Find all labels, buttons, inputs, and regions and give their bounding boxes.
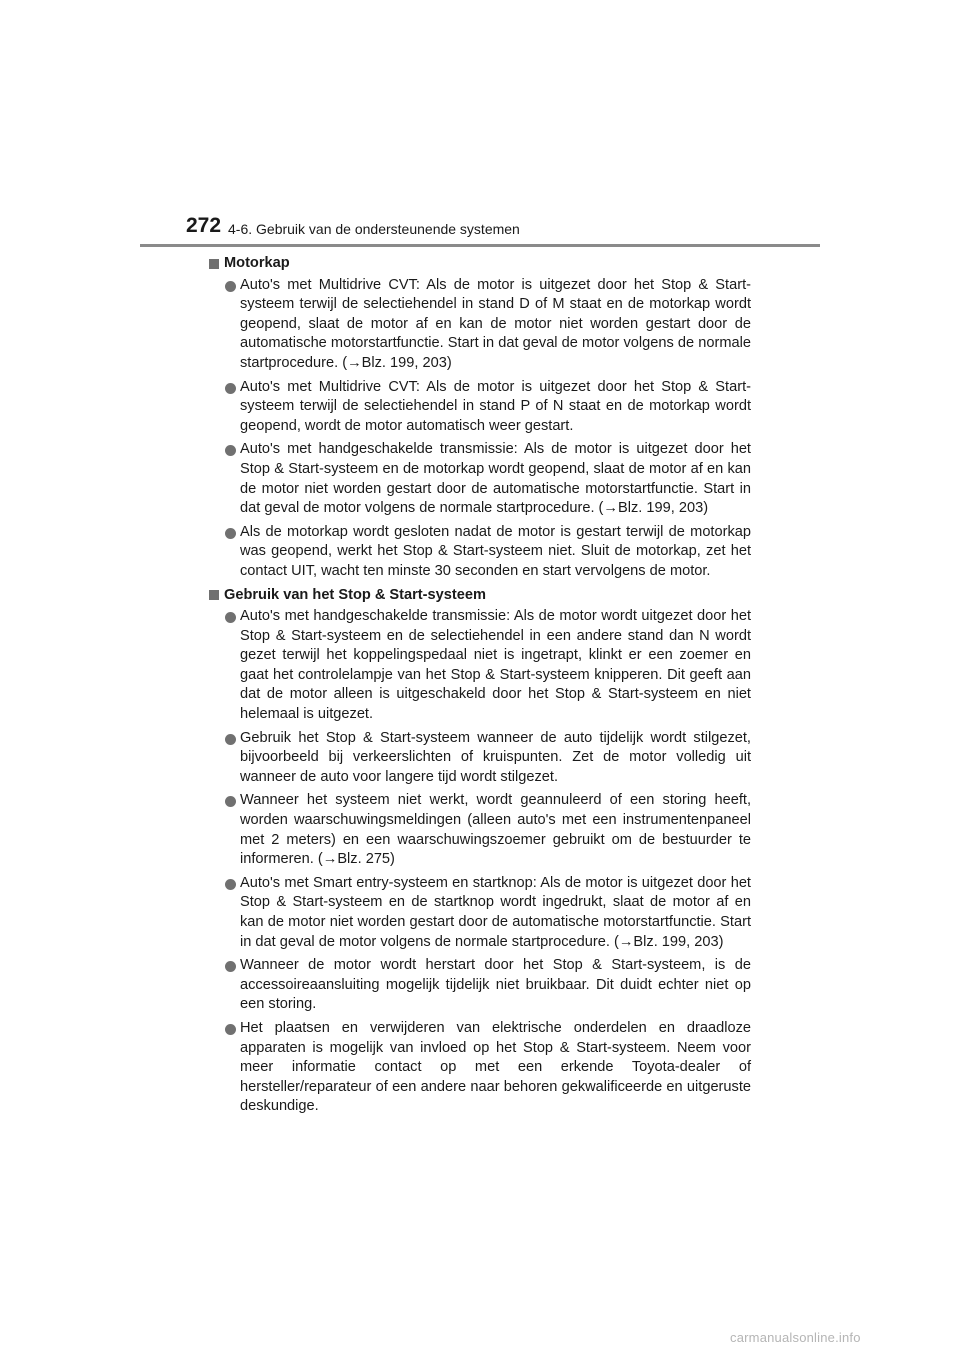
section-title: 4-6. Gebruik van de ondersteunende systemen xyxy=(228,221,520,237)
square-bullet-icon xyxy=(209,590,219,600)
page-header xyxy=(186,214,820,246)
circle-bullet-icon xyxy=(225,445,236,456)
list-item-text: Het plaatsen en verwijderen van elektrische onderdelen en draadloze apparaten is mogelijk van invloed op het Stop & Start-systeem. Neem voor meer informatie contact op met een erkende Toyota-dealer of hersteller/reparateur of een andere naar behoren gekwalificeerde en uitgeruste deskundige. xyxy=(240,1019,751,1115)
list-item-text: Als de motorkap wordt gesloten nadat de motor is gestart terwijl de motorkap was geopend, werkt het Stop & Start-systeem niet. Sluit de motorkap, zet het contact UIT, wacht ten minste 30 seconden en start vervolgens de motor. xyxy=(240,523,751,579)
circle-bullet-icon xyxy=(225,879,236,890)
section-heading-text: Motorkap xyxy=(224,255,290,271)
section-heading xyxy=(209,254,751,274)
list-item-text: Wanneer het systeem niet werkt, wordt geannuleerd of een storing heeft, worden waarschuwingsmeldingen (alleen auto's met een instrumentenpaneel met 2 meters) en een waarschuwingszoemer gebruikt om de bestuurder te informeren. (→Blz. 275) xyxy=(240,792,751,868)
list-item xyxy=(209,874,751,952)
circle-bullet-icon xyxy=(225,528,236,539)
list-item-text: Auto's met Multidrive CVT: Als de motor is uitgezet door het Stop & Start-systeem terwijl de selectiehendel in stand D of M staat en de motorkap wordt geopend, slaat de motor af en kan de motor niet worden gestart door de automatische motorstartfunctie. Start in dat geval de motor volgens de normale startprocedure. (→Blz. 199, 203) xyxy=(240,276,751,371)
section-heading xyxy=(209,586,751,606)
list-item-text: Auto's met handgeschakelde transmissie: Als de motor wordt uitgezet door het Stop & Start-systeem en de selectiehendel in een andere stand dan N wordt gezet terwijl het koppelingspedaal niet is ingetrapt, klinkt er een zoemer en gaat het controlelampje van het Stop & Start-systeem knipperen. Dit geeft aan dat de motor alleen is uitgeschakeld door het Stop & Start-systeem en niet helemaal is uitgezet. xyxy=(240,608,751,723)
list-item-text: Auto's met Smart entry-systeem en startknop: Als de motor is uitgezet door het Stop & Start-systeem en de startknop wordt ingedrukt, slaat de motor af en kan de motor niet worden gestart door de automatische motorstartfunctie. Start in dat geval de motor volgens de normale startprocedure. (→Blz. 199, 203) xyxy=(240,874,751,950)
circle-bullet-icon xyxy=(225,961,236,972)
circle-bullet-icon xyxy=(225,612,236,623)
page-number: 272 xyxy=(186,214,222,237)
list-item xyxy=(209,1019,751,1117)
list-item xyxy=(209,956,751,1015)
list-item xyxy=(209,729,751,788)
list-item-text: Wanneer de motor wordt herstart door het Stop & Start-systeem, is de accessoireaansluiting mogelijk tijdelijk niet bruikbaar. Dit duidt echter niet op een storing. xyxy=(240,957,751,1013)
circle-bullet-icon xyxy=(225,281,236,292)
circle-bullet-icon xyxy=(225,734,236,745)
list-item xyxy=(209,607,751,725)
list-item xyxy=(209,276,751,374)
section-motorkap xyxy=(209,254,751,582)
circle-bullet-icon xyxy=(225,1024,236,1035)
list-item-text: Auto's met handgeschakelde transmissie: Als de motor is uitgezet door het Stop & Start-systeem en de motorkap wordt geopend, slaat de motor af en kan de motor niet worden gestart door de automatische motorstartfunctie. Start in dat geval de motor volgens de normale startprocedure. (→Blz. 199, 203) xyxy=(240,441,751,517)
list-item xyxy=(209,791,751,869)
page-content xyxy=(209,254,751,1121)
section-heading-text: Gebruik van het Stop & Start-systeem xyxy=(224,586,486,603)
list-item-text: Auto's met Multidrive CVT: Als de motor is uitgezet door het Stop & Start-systeem terwijl de selectiehendel in stand P of N staat en de motorkap wordt geopend, wordt de motor automatisch weer gestart. xyxy=(240,378,751,434)
circle-bullet-icon xyxy=(225,383,236,394)
watermark: carmanualsonline.info xyxy=(730,1330,861,1345)
square-bullet-icon xyxy=(209,259,219,269)
list-item xyxy=(209,523,751,582)
list-item xyxy=(209,378,751,437)
list-item-text: Gebruik het Stop & Start-systeem wanneer de auto tijdelijk wordt stilgezet, bijvoorbeeld bij verkeerslichten of kruispunten. Zet de motor volledig uit wanneer de auto voor langere tijd wordt stilgezet. xyxy=(240,729,751,785)
header-divider xyxy=(140,244,820,247)
circle-bullet-icon xyxy=(225,796,236,807)
section-stop-start-usage xyxy=(209,586,751,1117)
list-item xyxy=(209,440,751,518)
